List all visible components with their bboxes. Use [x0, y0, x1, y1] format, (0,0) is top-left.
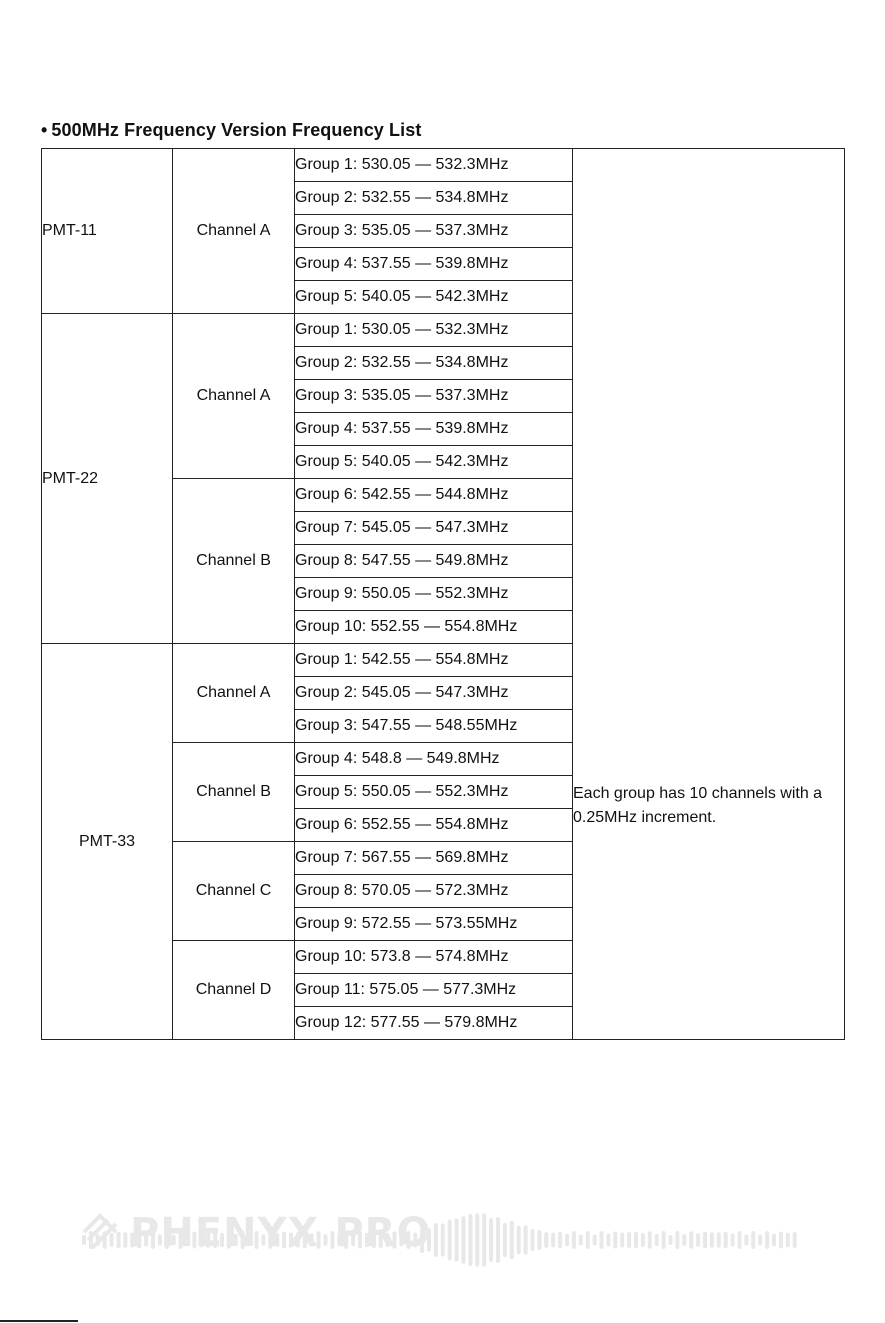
waveform-bar	[669, 1235, 673, 1245]
group-range: Group 3: 535.05 — 537.3MHz	[295, 215, 573, 248]
table-row	[42, 149, 845, 182]
waveform-bar	[489, 1218, 493, 1262]
group-range: Group 4: 548.8 — 549.8MHz	[295, 743, 573, 776]
group-range: Group 7: 567.55 — 569.8MHz	[295, 842, 573, 875]
group-range: Group 6: 542.55 — 544.8MHz	[295, 479, 573, 512]
group-range: Group 1: 530.05 — 532.3MHz	[295, 149, 573, 182]
channel-label: Channel B	[173, 479, 295, 644]
group-range: Group 8: 547.55 — 549.8MHz	[295, 545, 573, 578]
brand-watermark	[78, 1180, 798, 1310]
waveform-bar	[123, 1232, 127, 1248]
group-range: Group 1: 542.55 — 554.8MHz	[295, 644, 573, 677]
waveform-bar	[648, 1231, 652, 1248]
model-pmt-33: PMT-33	[42, 644, 173, 1040]
channel-label: Channel C	[173, 842, 295, 941]
bullet-icon: •	[41, 120, 48, 140]
note-cell	[573, 149, 845, 1040]
group-range: Group 10: 573.8 — 574.8MHz	[295, 941, 573, 974]
channel-label: Channel D	[173, 941, 295, 1040]
waveform-bar	[462, 1216, 466, 1263]
group-range: Group 7: 545.05 — 547.3MHz	[295, 512, 573, 545]
waveform-bar	[468, 1214, 472, 1267]
channel-label: Channel A	[173, 149, 295, 314]
waveform-bar	[524, 1225, 528, 1254]
group-range: Group 10: 552.55 — 554.8MHz	[295, 611, 573, 644]
waveform-bar	[586, 1231, 590, 1249]
waveform-bar	[496, 1217, 500, 1263]
waveform-bar	[655, 1234, 659, 1246]
model-pmt-11: PMT-11	[42, 149, 173, 314]
group-range: Group 1: 530.05 — 532.3MHz	[295, 314, 573, 347]
waveform-bar	[779, 1231, 783, 1248]
group-range: Group 5: 540.05 — 542.3MHz	[295, 446, 573, 479]
waveform-bar	[613, 1232, 617, 1249]
waveform-bar	[738, 1231, 742, 1249]
waveform-bar	[744, 1234, 748, 1245]
waveform-bar	[793, 1232, 797, 1248]
waveform-bar	[537, 1230, 541, 1250]
group-range: Group 6: 552.55 — 554.8MHz	[295, 809, 573, 842]
waveform-bar	[434, 1223, 438, 1257]
channel-label: Channel B	[173, 743, 295, 842]
waveform-bar	[731, 1233, 735, 1246]
waveform-bar	[765, 1231, 769, 1249]
waveform-bar	[455, 1218, 459, 1261]
group-range: Group 5: 540.05 — 542.3MHz	[295, 281, 573, 314]
waveform-bar	[786, 1233, 790, 1248]
waveform-bar	[503, 1223, 507, 1257]
group-range: Group 11: 575.05 — 577.3MHz	[295, 974, 573, 1007]
waveform-bar	[517, 1226, 521, 1254]
channel-label: Channel A	[173, 314, 295, 479]
frequency-table	[41, 148, 845, 1040]
waveform-bar	[682, 1234, 686, 1246]
waveform-bar	[593, 1234, 597, 1245]
waveform-bar	[627, 1232, 631, 1248]
brand-logo-icon	[78, 1210, 122, 1254]
note-text: Each group has 10 channels with a 0.25MHz increment.	[573, 785, 823, 826]
waveform-bar	[620, 1233, 624, 1248]
group-range: Group 2: 532.55 — 534.8MHz	[295, 182, 573, 215]
waveform-bar	[565, 1234, 569, 1247]
group-range: Group 9: 550.05 — 552.3MHz	[295, 578, 573, 611]
waveform-bar	[772, 1234, 776, 1247]
waveform-bar	[751, 1231, 755, 1249]
page-heading	[41, 120, 421, 141]
waveform-bar	[703, 1232, 707, 1248]
group-range: Group 4: 537.55 — 539.8MHz	[295, 248, 573, 281]
waveform-bar	[675, 1231, 679, 1249]
waveform-bar	[510, 1221, 514, 1259]
group-range: Group 12: 577.55 — 579.8MHz	[295, 1007, 573, 1040]
group-range: Group 3: 535.05 — 537.3MHz	[295, 380, 573, 413]
waveform-bar	[551, 1233, 555, 1248]
waveform-bar	[544, 1232, 548, 1248]
channel-label: Channel A	[173, 644, 295, 743]
waveform-bar	[441, 1223, 445, 1256]
waveform-bar	[482, 1213, 486, 1266]
waveform-bar	[531, 1229, 535, 1251]
group-range: Group 4: 537.55 — 539.8MHz	[295, 413, 573, 446]
waveform-bar	[634, 1232, 638, 1248]
waveform-bar	[696, 1233, 700, 1247]
waveform-bar	[579, 1235, 583, 1246]
brand-name: PHENYX PRO	[130, 1210, 432, 1256]
model-pmt-22: PMT-22	[42, 314, 173, 644]
group-range: Group 2: 545.05 — 547.3MHz	[295, 677, 573, 710]
group-range: Group 5: 550.05 — 552.3MHz	[295, 776, 573, 809]
waveform-bar	[600, 1231, 604, 1249]
waveform-bar	[448, 1220, 452, 1261]
waveform-bar	[641, 1233, 645, 1247]
group-range: Group 2: 532.55 — 534.8MHz	[295, 347, 573, 380]
waveform-bar	[717, 1232, 721, 1247]
waveform-bar	[606, 1233, 610, 1246]
waveform-bar	[475, 1213, 479, 1267]
waveform-bar	[724, 1232, 728, 1249]
waveform-bar	[558, 1232, 562, 1249]
waveform-bar	[710, 1232, 714, 1248]
group-range: Group 3: 547.55 — 548.55MHz	[295, 710, 573, 743]
waveform-bar	[689, 1231, 693, 1248]
heading-text: 500MHz Frequency Version Frequency List	[51, 120, 422, 140]
group-range: Group 9: 572.55 — 573.55MHz	[295, 908, 573, 941]
waveform-bar	[572, 1231, 576, 1249]
waveform-bar	[758, 1235, 762, 1246]
footer-rule	[0, 1320, 78, 1322]
waveform-bar	[662, 1231, 666, 1249]
group-range: Group 8: 570.05 — 572.3MHz	[295, 875, 573, 908]
